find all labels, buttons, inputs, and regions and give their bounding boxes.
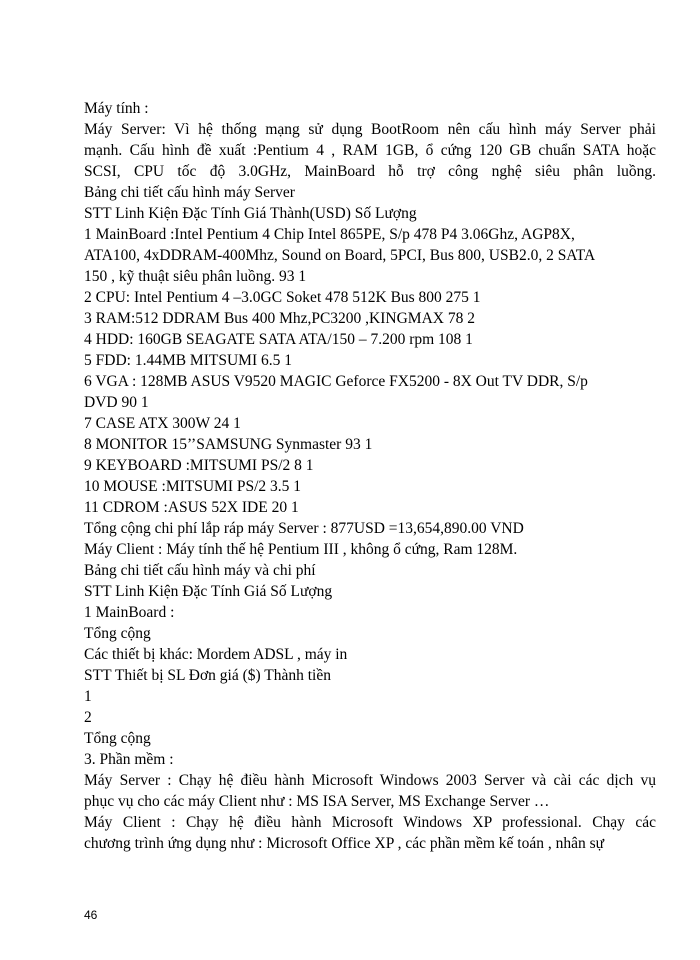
text-line: 9 KEYBOARD :MITSUMI PS/2 8 1	[84, 457, 314, 474]
text-line: ATA100, 4xDDRAM-400Mhz, Sound on Board, 5PCI, Bus 800, USB2.0, 2 SATA	[84, 247, 596, 264]
text-line: Tổng cộng chi phí lắp ráp máy Server : 877USD =13,654,890.00 VND	[84, 520, 524, 537]
text-line: 1	[84, 688, 92, 705]
text-line: 8 MONITOR 15’’SAMSUNG Synmaster 93 1	[84, 436, 373, 453]
text-line: STT Thiết bị SL Đơn giá ($) Thành tiền	[84, 667, 331, 684]
text-line: 1 MainBoard :	[84, 604, 175, 621]
text-line: 6 VGA : 128MB ASUS V9520 MAGIC Geforce FX5200 - 8X Out TV DDR, S/p	[84, 373, 588, 390]
text-line: Bảng chi tiết cấu hình máy và chi phí	[84, 562, 316, 579]
text-line: Máy Client : Chạy hệ điều hành Microsoft Windows XP professional. Chạy các	[84, 814, 656, 831]
text-line: 2	[84, 709, 92, 726]
text-line: Tổng cộng	[84, 625, 151, 642]
text-line: chương trình ứng dụng như : Microsoft Office XP , các phần mềm kế toán , nhân sự	[84, 835, 605, 852]
text-line: 150 , kỹ thuật siêu phân luồng. 93 1	[84, 268, 307, 285]
text-line: STT Linh Kiện Đặc Tính Giá Số Lượng	[84, 583, 333, 600]
page-number: 46	[84, 908, 98, 922]
text-line: 5 FDD: 1.44MB MITSUMI 6.5 1	[84, 352, 292, 369]
text-line: Các thiết bị khác: Mordem ADSL , máy in	[84, 646, 348, 663]
text-line: 1 MainBoard :Intel Pentium 4 Chip Intel 865PE, S/p 478 P4 3.06Ghz, AGP8X,	[84, 226, 575, 243]
text-line: DVD 90 1	[84, 394, 149, 411]
text-line: STT Linh Kiện Đặc Tính Giá Thành(USD) Số Lượng	[84, 205, 417, 222]
document-body	[84, 98, 656, 854]
text-line: 3 RAM:512 DDRAM Bus 400 Mhz,PC3200 ,KINGMAX 78 2	[84, 310, 475, 327]
text-line: 2 CPU: Intel Pentium 4 –3.0GC Soket 478 512K Bus 800 275 1	[84, 289, 481, 306]
text-line: 3. Phần mềm :	[84, 751, 174, 768]
text-line: phục vụ cho các máy Client như : MS ISA Server, MS Exchange Server …	[84, 793, 550, 810]
text-line: 4 HDD: 160GB SEAGATE SATA ATA/150 – 7.200 rpm 108 1	[84, 331, 473, 348]
text-line: 11 CDROM :ASUS 52X IDE 20 1	[84, 499, 299, 516]
text-line: SCSI, CPU tốc độ 3.0GHz, MainBoard hỗ trợ công nghệ siêu phân luồng.	[84, 163, 656, 180]
text-line: Máy tính :	[84, 100, 149, 117]
text-line: Bảng chi tiết cấu hình máy Server	[84, 184, 295, 201]
text-line: mạnh. Cấu hình đề xuất :Pentium 4 , RAM 1GB, ổ cứng 120 GB chuẩn SATA hoặc	[84, 142, 656, 159]
text-line: Máy Server : Chạy hệ điều hành Microsoft Windows 2003 Server và cài các dịch vụ	[84, 772, 656, 789]
text-line: Máy Server: Vì hệ thống mạng sử dụng BootRoom nên cấu hình máy Server phải	[84, 121, 656, 138]
text-line: 7 CASE ATX 300W 24 1	[84, 415, 241, 432]
text-line: 10 MOUSE :MITSUMI PS/2 3.5 1	[84, 478, 302, 495]
text-line: Máy Client : Máy tính thế hệ Pentium III , không ổ cứng, Ram 128M.	[84, 541, 518, 558]
text-line: Tổng cộng	[84, 730, 151, 747]
